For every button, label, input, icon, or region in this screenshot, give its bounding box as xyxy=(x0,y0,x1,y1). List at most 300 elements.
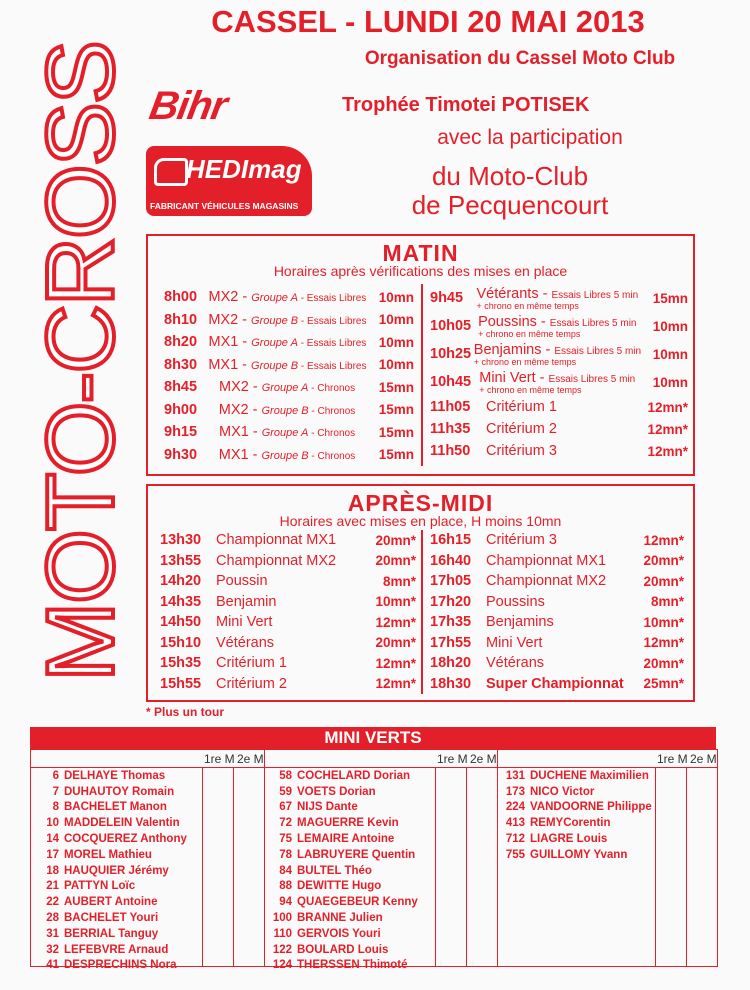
event: Poussin xyxy=(216,573,268,590)
event xyxy=(208,312,366,328)
event: Vétérans xyxy=(216,634,275,651)
event-session: Essais Libres 5 min xyxy=(549,317,637,329)
schedule-row xyxy=(430,340,688,368)
duration: 8mn* xyxy=(650,594,684,610)
rider-number: 7 xyxy=(52,785,59,798)
time: 9h45 xyxy=(430,290,464,306)
rider-number: 28 xyxy=(46,912,59,925)
event-group: Groupe B xyxy=(251,359,299,372)
schedule-row xyxy=(160,653,416,674)
event-session: - Essais Libres xyxy=(298,315,367,327)
schedule-row xyxy=(430,633,684,654)
rider-name: VOETS Dorian xyxy=(297,785,376,798)
schedule-row xyxy=(430,418,688,440)
duration: 20mn* xyxy=(643,573,684,589)
rider-name: QUAEGEBEUR Kenny xyxy=(297,896,418,909)
event xyxy=(219,379,355,395)
schedule-row xyxy=(430,674,684,695)
time: 9h00 xyxy=(164,401,198,418)
time: 14h35 xyxy=(160,593,202,610)
schedule-row xyxy=(164,376,414,399)
club-line-1: du Moto-Club xyxy=(431,161,589,191)
event-group: Groupe A xyxy=(261,382,309,395)
schedule-row xyxy=(164,421,414,444)
event-note: + chrono en même temps xyxy=(479,384,582,395)
time: 10h25 xyxy=(430,346,472,362)
rider-number: 110 xyxy=(273,927,292,940)
event: Benjamins xyxy=(486,614,554,631)
rider-row xyxy=(497,847,717,863)
mini-verts-column xyxy=(31,750,264,972)
time: 11h50 xyxy=(430,443,471,459)
event-name: Vétérants - xyxy=(476,285,552,302)
schedule-row xyxy=(164,309,414,332)
duration: 10mn xyxy=(378,357,414,373)
matin-schedule xyxy=(146,234,695,476)
hedimag-name: HEDImag xyxy=(186,154,302,184)
rider-row xyxy=(264,847,497,863)
event-class: MX1 - xyxy=(218,446,262,463)
rider-number: 17 xyxy=(46,848,59,861)
time: 18h20 xyxy=(430,655,472,672)
footnote: * Plus un tour xyxy=(146,705,224,719)
column-header xyxy=(31,750,264,768)
event xyxy=(219,424,355,440)
second-heat-header: 2e M xyxy=(690,752,717,766)
van-icon xyxy=(154,158,188,186)
event: Mini Vert xyxy=(216,614,273,631)
rider-row xyxy=(264,784,497,800)
event-group: Groupe A xyxy=(251,337,298,350)
time: 8h30 xyxy=(164,356,198,373)
rider-name: DEWITTE Hugo xyxy=(297,880,382,893)
time: 13h55 xyxy=(160,552,202,569)
event: Critérium 2 xyxy=(216,675,287,692)
rider-name: BERRIAL Tanguy xyxy=(64,927,159,940)
rider-row xyxy=(497,768,717,784)
rider-row xyxy=(497,784,717,800)
event: Benjamin xyxy=(216,593,277,610)
table-grid-line xyxy=(202,768,203,966)
time: 8h20 xyxy=(164,334,198,351)
table-grid-line xyxy=(31,767,717,768)
rider-name: MAGUERRE Kevin xyxy=(297,817,399,830)
event: Championnat MX1 xyxy=(216,532,337,549)
time: 17h05 xyxy=(430,573,472,590)
rider-name: BOULARD Louis xyxy=(297,943,389,956)
rider-row xyxy=(31,831,264,847)
rider-row xyxy=(31,815,264,831)
duration: 10mn* xyxy=(375,594,416,610)
club-line-2: de Pecquencourt xyxy=(411,190,609,220)
duration: 8mn* xyxy=(382,573,416,589)
event-group: Groupe A xyxy=(251,292,298,305)
rider-number: 72 xyxy=(279,817,292,830)
duration: 20mn* xyxy=(375,635,416,651)
rider-number: 41 xyxy=(46,959,59,972)
organizer-line: Organisation du Cassel Moto Club xyxy=(364,48,676,69)
event: Critérium 1 xyxy=(216,655,287,672)
event-group: Groupe B xyxy=(261,404,309,417)
rider-name: MADDELEIN Valentin xyxy=(64,817,180,830)
schedule-row xyxy=(430,284,688,312)
event xyxy=(219,402,355,418)
page-title: CASSEL - LUNDI 20 MAI 2013 xyxy=(211,4,645,39)
table-grid-line xyxy=(655,768,656,966)
duration: 10mn xyxy=(652,346,688,362)
event-class: MX1 - xyxy=(208,356,252,373)
event-session: - Essais Libres xyxy=(297,338,367,350)
rider-number: 32 xyxy=(46,943,59,956)
rider-row xyxy=(31,926,264,942)
time: 14h20 xyxy=(160,573,202,590)
time: 14h50 xyxy=(160,614,202,631)
second-heat-header: 2e M xyxy=(470,752,497,766)
rider-name: BACHELET Manon xyxy=(64,801,167,814)
time: 15h35 xyxy=(160,655,202,672)
table-grid-line xyxy=(435,768,436,966)
duration: 10mn xyxy=(378,312,414,328)
rider-row xyxy=(497,800,717,816)
matin-title: MATIN xyxy=(382,240,459,266)
column-divider xyxy=(421,284,423,466)
trophy-title: Trophée Timotei POTISEK xyxy=(342,94,590,116)
rider-row xyxy=(264,879,497,895)
rider-number: 58 xyxy=(279,769,292,782)
duration: 20mn* xyxy=(375,532,416,548)
event-session: - Chronos xyxy=(308,383,356,395)
time: 17h55 xyxy=(430,634,472,651)
event: Vétérans xyxy=(486,655,545,672)
event: Critérium 3 xyxy=(486,532,557,549)
rider-row xyxy=(497,815,717,831)
apres-midi-right-column xyxy=(430,530,684,694)
event-session: Essais Libres 5 min xyxy=(548,373,636,385)
duration: 12mn* xyxy=(375,655,416,671)
event: Championnat MX1 xyxy=(486,552,607,569)
time: 10h05 xyxy=(430,318,472,334)
rider-row xyxy=(264,863,497,879)
rider-row xyxy=(264,926,497,942)
rider-row xyxy=(31,894,264,910)
duration: 10mn* xyxy=(643,614,684,630)
schedule-row xyxy=(430,612,684,633)
event-session: Essais Libres 5 min xyxy=(551,289,639,301)
time: 15h55 xyxy=(160,675,202,692)
schedule-row xyxy=(160,674,416,695)
schedule-row xyxy=(164,399,414,422)
event-session: - Essais Libres xyxy=(297,293,367,305)
schedule-row xyxy=(430,368,688,396)
rider-row xyxy=(31,958,264,974)
event-name: Critérium 1 xyxy=(486,399,557,415)
event xyxy=(478,314,636,339)
rider-number: 21 xyxy=(46,880,59,893)
rider-row xyxy=(31,942,264,958)
event: Super Championnat xyxy=(486,675,624,692)
rider-name: LIAGRE Louis xyxy=(530,833,608,846)
rider-row xyxy=(264,815,497,831)
time: 11h05 xyxy=(430,399,471,415)
apres-midi-title: APRÈS-MIDI xyxy=(347,490,494,516)
schedule-row xyxy=(430,551,684,572)
rider-row xyxy=(264,800,497,816)
rider-number: 712 xyxy=(505,833,525,846)
duration: 10mn xyxy=(378,289,414,305)
time: 11h35 xyxy=(430,421,471,437)
event-class: MX2 - xyxy=(218,401,262,418)
apres-midi-schedule xyxy=(146,484,695,702)
rider-number: 173 xyxy=(505,785,525,798)
apres-midi-subtitle: Horaires avec mises en place, H moins 10mn xyxy=(279,513,562,529)
event-class: MX1 - xyxy=(219,424,262,441)
rider-name: VANDOORNE Philippe xyxy=(530,801,652,814)
time: 8h10 xyxy=(164,311,198,328)
event xyxy=(486,399,628,415)
rider-name: COCHELARD Dorian xyxy=(297,769,411,782)
club-name xyxy=(360,162,660,220)
rider-number: 78 xyxy=(279,848,292,861)
hedimag-tagline: FABRICANT VÉHICULES MAGASINS xyxy=(150,201,299,211)
duration: 12mn* xyxy=(647,399,688,415)
rider-number: 84 xyxy=(279,864,292,877)
rider-number: 413 xyxy=(505,817,525,830)
rider-number: 124 xyxy=(272,959,292,972)
event-class: MX2 - xyxy=(208,311,252,328)
rider-row xyxy=(264,910,497,926)
rider-name: DESPRECHINS Nora xyxy=(64,959,177,972)
rider-name: GERVOIS Youri xyxy=(297,927,381,940)
duration: 10mn xyxy=(378,334,414,350)
duration: 25mn* xyxy=(643,676,684,692)
schedule-row xyxy=(160,592,416,613)
duration: 15mn xyxy=(378,447,414,463)
rider-row xyxy=(31,879,264,895)
rider-name: LEMAIRE Antoine xyxy=(297,833,395,846)
matin-right-column xyxy=(430,284,688,462)
event: Mini Vert xyxy=(486,634,543,651)
event-session: - Chronos xyxy=(308,450,356,462)
event-class: MX1 - xyxy=(208,334,252,351)
rider-row xyxy=(264,958,497,974)
rider-name: LABRUYERE Quentin xyxy=(297,848,416,861)
event-name: Critérium 3 xyxy=(486,443,557,459)
duration: 12mn* xyxy=(643,532,684,548)
event: Championnat MX2 xyxy=(216,552,337,569)
rider-name: REMYCorentin xyxy=(530,817,611,830)
event xyxy=(474,342,641,367)
first-heat-header: 1re M xyxy=(657,752,688,766)
duration: 12mn* xyxy=(375,676,416,692)
duration: 15mn xyxy=(378,379,414,395)
rider-row xyxy=(31,847,264,863)
schedule-row xyxy=(430,571,684,592)
event xyxy=(479,370,635,395)
time: 10h45 xyxy=(430,374,472,390)
event-note: + chrono en même temps xyxy=(473,356,577,367)
time: 16h15 xyxy=(430,532,472,549)
event: Poussins xyxy=(486,593,545,610)
rider-number: 75 xyxy=(279,833,292,846)
rider-number: 755 xyxy=(505,848,525,861)
rider-row xyxy=(31,784,264,800)
rider-row xyxy=(497,831,717,847)
schedule-row xyxy=(164,354,414,377)
duration: 10mn xyxy=(652,318,688,334)
table-grid-line xyxy=(466,768,467,966)
rider-number: 100 xyxy=(272,912,292,925)
duration: 15mn xyxy=(378,424,414,440)
event-name: Mini Vert - xyxy=(479,369,549,386)
time: 8h45 xyxy=(164,379,198,396)
schedule-row xyxy=(160,530,416,551)
event-class: MX2 - xyxy=(208,289,252,306)
schedule-row xyxy=(430,592,684,613)
event xyxy=(219,447,355,463)
rider-row xyxy=(264,831,497,847)
rider-name: THERSSEN Thimoté xyxy=(297,959,408,972)
second-heat-header: 2e M xyxy=(237,752,264,766)
matin-subtitle: Horaires après vérifications des mises en place xyxy=(273,263,568,279)
event-name: Poussins - xyxy=(478,313,550,330)
duration: 10mn xyxy=(652,374,688,390)
rider-row xyxy=(264,942,497,958)
schedule-row xyxy=(430,312,688,340)
rider-number: 122 xyxy=(272,943,292,956)
column-divider xyxy=(421,530,423,694)
rider-number: 14 xyxy=(46,833,59,846)
event-session: - Essais Libres xyxy=(298,360,367,372)
event-session: - Chronos xyxy=(308,405,356,417)
bihr-logo: Bihr xyxy=(146,84,230,128)
side-title: MOTO-CROSS xyxy=(27,42,135,682)
schedule-row xyxy=(160,551,416,572)
rider-name: DUCHENE Maximilien xyxy=(530,769,649,782)
rider-row xyxy=(264,894,497,910)
duration: 20mn* xyxy=(643,655,684,671)
rider-number: 224 xyxy=(505,801,525,814)
rider-number: 8 xyxy=(52,801,59,814)
duration: 12mn* xyxy=(643,635,684,651)
event: Championnat MX2 xyxy=(486,573,607,590)
duration: 15mn xyxy=(378,402,414,418)
schedule-row xyxy=(430,440,688,462)
schedule-row xyxy=(160,571,416,592)
duration: 12mn* xyxy=(647,421,688,437)
time: 18h30 xyxy=(430,675,472,692)
rider-name: BULTEL Théo xyxy=(297,864,372,877)
first-heat-header: 1re M xyxy=(204,752,235,766)
mini-verts-column xyxy=(264,750,497,972)
rider-number: 18 xyxy=(46,864,59,877)
schedule-row xyxy=(160,612,416,633)
duration: 12mn* xyxy=(375,614,416,630)
rider-number: 67 xyxy=(279,801,292,814)
schedule-row xyxy=(164,286,414,309)
rider-name: PATTYN Loïc xyxy=(64,880,136,893)
rider-name: MOREL Mathieu xyxy=(64,848,152,861)
schedule-row xyxy=(164,331,414,354)
rider-number: 88 xyxy=(279,880,292,893)
rider-row xyxy=(31,863,264,879)
schedule-row xyxy=(430,653,684,674)
event-name: Benjamins - xyxy=(473,341,555,358)
column-header xyxy=(264,750,497,768)
rider-number: 22 xyxy=(46,896,59,909)
event-session: - Chronos xyxy=(308,428,356,440)
event xyxy=(208,357,366,373)
apres-midi-left-column xyxy=(160,530,416,694)
rider-number: 10 xyxy=(46,817,59,830)
event-group: Groupe B xyxy=(261,449,309,462)
rider-name: DELHAYE Thomas xyxy=(64,769,166,782)
event-class: MX2 - xyxy=(219,379,262,396)
event xyxy=(209,289,367,305)
mini-verts-title: MINI VERTS xyxy=(30,727,716,749)
time: 9h15 xyxy=(164,424,198,441)
event-note: + chrono en même temps xyxy=(478,328,581,339)
schedule-row xyxy=(160,633,416,654)
event-group: Groupe A xyxy=(261,427,309,440)
event xyxy=(209,334,367,350)
event-session: Essais Libres 5 min xyxy=(554,345,642,357)
schedule-row xyxy=(164,444,414,467)
rider-row xyxy=(31,768,264,784)
rider-name: COCQUEREZ Anthony xyxy=(64,833,187,846)
rider-row xyxy=(31,800,264,816)
mini-verts-column xyxy=(497,750,717,966)
event xyxy=(477,286,639,311)
duration: 12mn* xyxy=(647,443,688,459)
rider-name: BRANNE Julien xyxy=(297,912,383,925)
rider-name: NICO Victor xyxy=(530,785,595,798)
event-group: Groupe B xyxy=(251,314,299,327)
schedule-row xyxy=(430,530,684,551)
rider-name: GUILLOMY Yvann xyxy=(530,848,628,861)
rider-row xyxy=(31,910,264,926)
rider-number: 31 xyxy=(46,927,59,940)
rider-name: BACHELET Youri xyxy=(64,912,159,925)
mini-verts-table xyxy=(30,749,718,972)
duration: 20mn* xyxy=(643,553,684,569)
rider-name: HAUQUIER Jérémy xyxy=(64,864,169,877)
time: 16h40 xyxy=(430,552,472,569)
matin-left-column xyxy=(164,286,414,466)
event xyxy=(486,421,628,437)
table-grid-line xyxy=(233,768,234,966)
duration: 20mn* xyxy=(375,553,416,569)
column-header xyxy=(497,750,717,768)
time: 17h35 xyxy=(430,614,472,631)
rider-number: 59 xyxy=(279,785,292,798)
time: 13h30 xyxy=(160,532,202,549)
duration: 15mn xyxy=(652,290,688,306)
rider-name: DUHAUTOY Romain xyxy=(64,785,175,798)
participation-line: avec la participation xyxy=(437,126,623,149)
event-name: Critérium 2 xyxy=(486,421,557,437)
rider-number: 6 xyxy=(52,769,59,782)
time: 17h20 xyxy=(430,593,472,610)
time: 8h00 xyxy=(164,289,198,306)
first-heat-header: 1re M xyxy=(437,752,468,766)
rider-name: LEFEBVRE Arnaud xyxy=(64,943,169,956)
time: 9h30 xyxy=(164,446,198,463)
rider-row xyxy=(264,768,497,784)
event xyxy=(486,443,628,459)
hedimag-logo xyxy=(146,146,312,216)
rider-name: AUBERT Antoine xyxy=(64,896,158,909)
rider-number: 94 xyxy=(279,896,292,909)
